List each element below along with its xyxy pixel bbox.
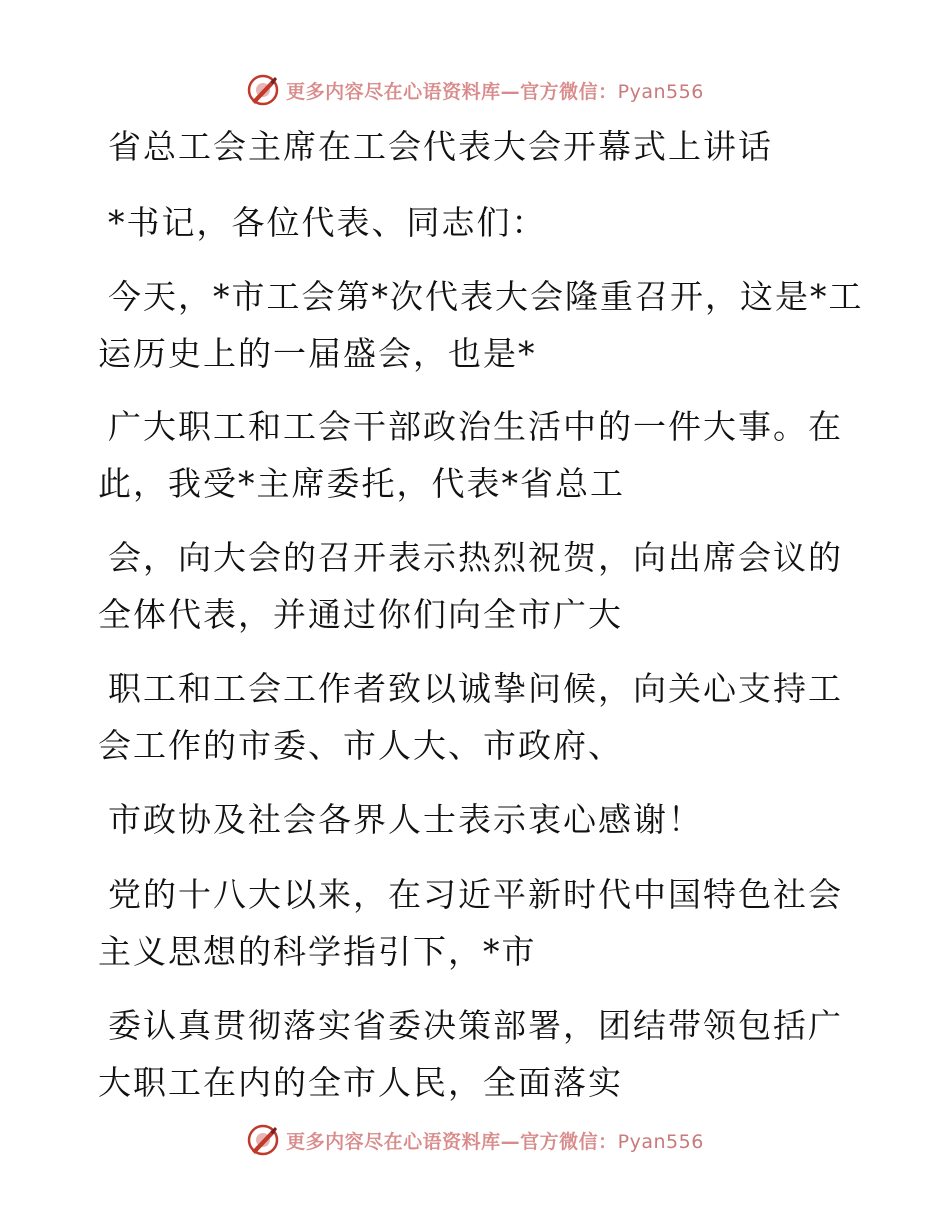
- body-line: 今天，*市工会第*次代表大会隆重召开，这是*工: [108, 277, 864, 316]
- body-line: 会工作的市委、市人大、市政府、: [98, 726, 623, 765]
- watermark-text: 更多内容尽在心语资料库—官方微信：Pyan556: [286, 80, 704, 103]
- body-line: 市政协及社会各界人士表示衷心感谢！: [108, 800, 703, 839]
- body-line: 委认真贯彻落实省委决策部署，团结带领包括广: [108, 1006, 843, 1045]
- body-line: 党的十八大以来，在习近平新时代中国特色社会: [108, 875, 843, 914]
- body-line: 主义思想的科学指引下，*市: [98, 932, 537, 971]
- watermark-wechat-id: Pyan556: [617, 1130, 704, 1153]
- body-line: *书记，各位代表、同志们：: [108, 203, 547, 242]
- body-line: 会，向大会的召开表示热烈祝贺，向出席会议的: [108, 538, 843, 577]
- body-line: 运历史上的一届盛会，也是*: [98, 334, 537, 373]
- watermark-wechat-id: Pyan556: [617, 80, 704, 103]
- watermark-footer: [0, 1122, 950, 1158]
- body-line: 广大职工和工会干部政治生活中的一件大事。在: [108, 407, 843, 446]
- body-line: 大职工在内的全市人民，全面落实: [98, 1063, 623, 1102]
- body-line: 职工和工会工作者致以诚挚问候，向关心支持工: [108, 669, 843, 708]
- document-title: 省总工会主席在工会代表大会开幕式上讲话: [108, 127, 773, 166]
- watermark-text: 更多内容尽在心语资料库—官方微信：Pyan556: [286, 1130, 704, 1153]
- body-line: 全体代表，并通过你们向全市广大: [98, 595, 623, 634]
- pen-logo-icon: [246, 1123, 280, 1157]
- body-line: 此，我受*主席委托，代表*省总工: [98, 464, 625, 503]
